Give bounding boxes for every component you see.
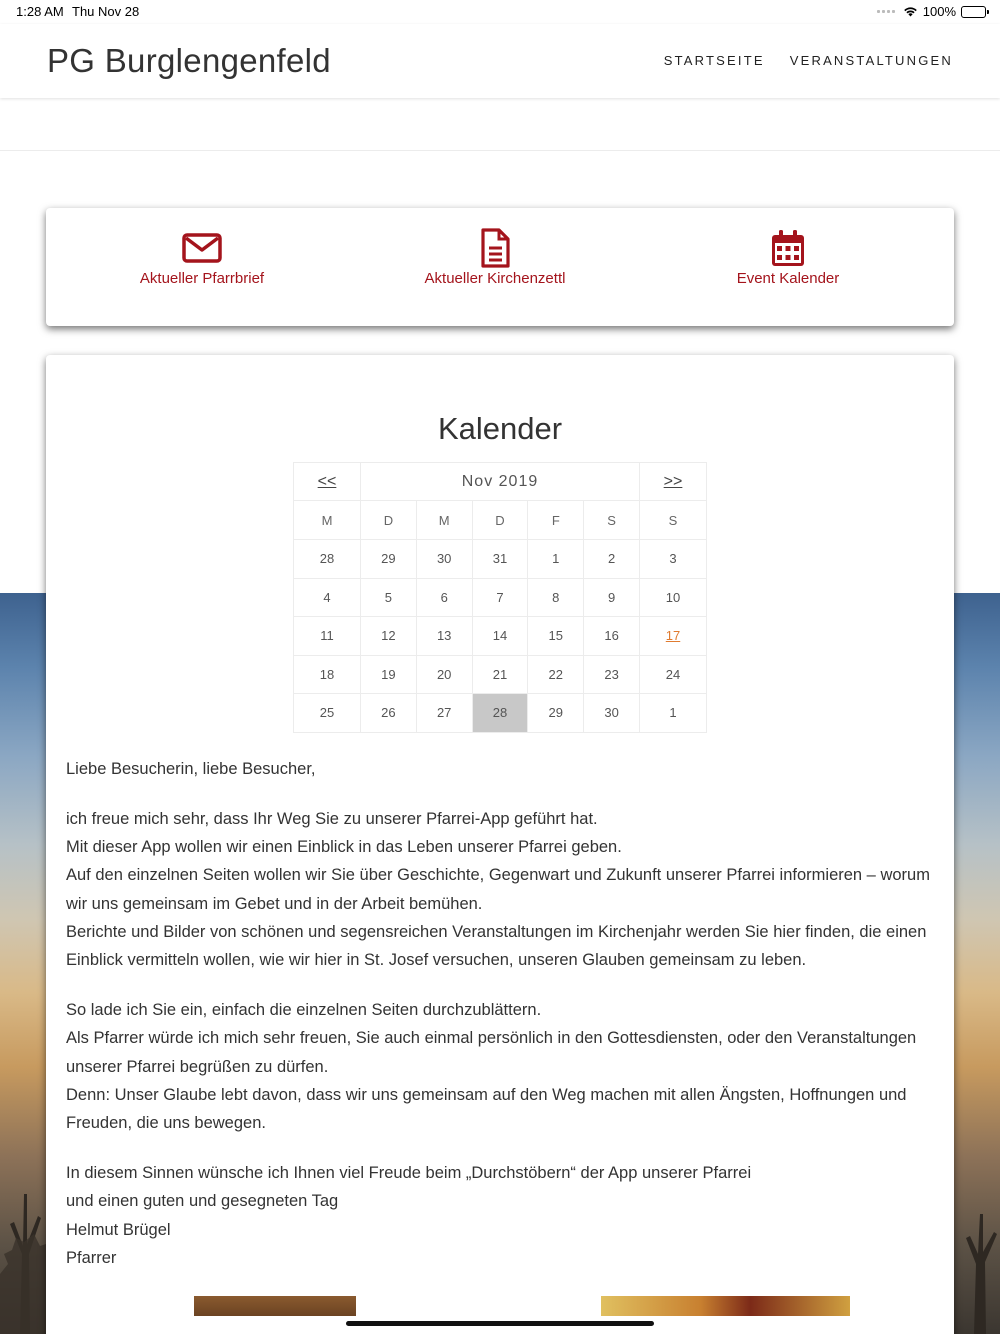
calendar-day: 27 bbox=[416, 694, 472, 733]
closing-paragraph bbox=[66, 1159, 936, 1272]
event-kalender-label: Event Kalender bbox=[736, 270, 840, 287]
calendar-icon bbox=[668, 228, 908, 268]
calendar-day: 8 bbox=[528, 578, 584, 617]
calendar-nav-row bbox=[294, 463, 707, 501]
text-line: und einen guten und gesegneten Tag bbox=[66, 1192, 339, 1211]
calendar-day: 30 bbox=[584, 694, 640, 733]
calendar-day: 18 bbox=[294, 655, 361, 694]
calendar-next-button[interactable]: >> bbox=[663, 472, 683, 490]
site-header bbox=[0, 24, 1000, 98]
status-indicators bbox=[877, 4, 986, 19]
event-kalender-link[interactable] bbox=[668, 228, 908, 287]
text-line: Mit dieser App wollen wir einen Einblick in das Leben unserer Pfarrei geben. bbox=[66, 838, 622, 857]
calendar-day: 15 bbox=[528, 617, 584, 656]
calendar-day: 30 bbox=[416, 540, 472, 579]
invitation-paragraph bbox=[66, 996, 936, 1137]
welcome-text bbox=[66, 755, 936, 1294]
calendar-day: 23 bbox=[584, 655, 640, 694]
calendar-week-row bbox=[294, 540, 707, 579]
intro-paragraph bbox=[66, 805, 936, 975]
home-indicator[interactable] bbox=[346, 1321, 654, 1326]
weekday-header-row bbox=[294, 501, 707, 540]
calendar-event-link[interactable]: 17 bbox=[665, 628, 681, 644]
calendar-day: 5 bbox=[361, 578, 417, 617]
calendar-week-row bbox=[294, 655, 707, 694]
calendar-day: 4 bbox=[294, 578, 361, 617]
envelope-icon bbox=[82, 228, 322, 268]
weekday-label: M bbox=[294, 501, 361, 540]
greeting-paragraph: Liebe Besucherin, liebe Besucher, bbox=[66, 760, 316, 778]
quick-links-card bbox=[46, 208, 954, 326]
pastor-photo bbox=[194, 1296, 356, 1316]
calendar-day: 29 bbox=[361, 540, 417, 579]
text-line: Denn: Unser Glaube lebt davon, dass wir uns gemeinsam auf den Weg machen mit allen Ängsten, Hoffnungen und Freuden, die uns bewegen. bbox=[66, 1085, 907, 1133]
calendar-day: 13 bbox=[416, 617, 472, 656]
site-brand[interactable]: PG Burglengenfeld bbox=[47, 42, 331, 79]
wifi-icon bbox=[903, 6, 918, 17]
weekday-label: S bbox=[640, 501, 707, 540]
calendar-day: 25 bbox=[294, 694, 361, 733]
cellular-signal-icon bbox=[877, 10, 895, 13]
church-photo bbox=[601, 1296, 850, 1316]
status-bar bbox=[0, 0, 1000, 24]
calendar-day: 20 bbox=[416, 655, 472, 694]
text-line: So lade ich Sie ein, einfach die einzelnen Seiten durchzublättern. bbox=[66, 1001, 542, 1020]
kirchenzettl-link[interactable] bbox=[375, 228, 615, 287]
calendar-day: 10 bbox=[640, 578, 707, 617]
text-line: Als Pfarrer würde ich mich sehr freuen, Sie auch einmal persönlich in den Gottesdiensten, oder den Veranstaltungen unserer Pfarrei begrüßen zu dürfen. bbox=[66, 1029, 917, 1076]
nav-startseite[interactable]: STARTSEITE bbox=[663, 53, 765, 68]
calendar-day: 22 bbox=[528, 655, 584, 694]
calendar-day-event bbox=[640, 617, 707, 656]
battery-percent: 100% bbox=[922, 4, 956, 19]
calendar-title: Kalender bbox=[437, 411, 563, 446]
text-line: Auf den einzelnen Seiten wollen wir Sie über Geschichte, Gegenwart und Zukunft unserer Pfarrei informieren – worum wir uns gemeinsam im Gebet und in der Arbeit bemühen. bbox=[66, 866, 930, 913]
calendar-day: 26 bbox=[361, 694, 417, 733]
calendar-day: 19 bbox=[361, 655, 417, 694]
calendar-day: 12 bbox=[361, 617, 417, 656]
calendar-day: 1 bbox=[640, 694, 707, 733]
weekday-label: F bbox=[528, 501, 584, 540]
calendar-day: 16 bbox=[584, 617, 640, 656]
calendar-day: 1 bbox=[528, 540, 584, 579]
weekday-label: S bbox=[584, 501, 640, 540]
calendar-week-row bbox=[294, 617, 707, 656]
main-content-card bbox=[46, 355, 954, 1334]
signature-name: Helmut Brügel bbox=[66, 1220, 171, 1239]
pfarrbrief-link[interactable] bbox=[82, 228, 322, 287]
month-calendar bbox=[293, 462, 707, 733]
calendar-day: 2 bbox=[584, 540, 640, 579]
nav-veranstaltungen[interactable]: VERANSTALTUNGEN bbox=[789, 53, 953, 68]
calendar-month-label: Nov 2019 bbox=[361, 463, 640, 501]
calendar-day: 11 bbox=[294, 617, 361, 656]
calendar-week-row bbox=[294, 694, 707, 733]
document-icon bbox=[375, 228, 615, 268]
calendar-day-today: 28 bbox=[472, 694, 528, 733]
header-spacer bbox=[0, 98, 1000, 151]
status-time: 1:28 AM bbox=[16, 4, 64, 19]
calendar-prev-cell bbox=[294, 463, 361, 501]
pfarrbrief-label: Aktueller Pfarrbrief bbox=[139, 270, 265, 287]
status-date: Thu Nov 28 bbox=[72, 4, 140, 19]
calendar-day: 21 bbox=[472, 655, 528, 694]
text-line: In diesem Sinnen wünsche ich Ihnen viel Freude beim „Durchstöbern“ der App unserer Pfarrei bbox=[66, 1164, 752, 1183]
calendar-day: 9 bbox=[584, 578, 640, 617]
kirchenzettl-label: Aktueller Kirchenzettl bbox=[424, 270, 566, 287]
signature-role: Pfarrer bbox=[66, 1248, 117, 1267]
calendar-day: 6 bbox=[416, 578, 472, 617]
weekday-label: M bbox=[416, 501, 472, 540]
calendar-day: 31 bbox=[472, 540, 528, 579]
tree-silhouette-right bbox=[954, 1154, 1000, 1334]
calendar-day: 14 bbox=[472, 617, 528, 656]
calendar-day: 3 bbox=[640, 540, 707, 579]
calendar-next-cell bbox=[640, 463, 707, 501]
weekday-label: D bbox=[472, 501, 528, 540]
battery-icon bbox=[961, 6, 986, 18]
main-nav bbox=[664, 53, 953, 68]
calendar-day: 29 bbox=[528, 694, 584, 733]
calendar-day: 28 bbox=[294, 540, 361, 579]
calendar-week-row bbox=[294, 578, 707, 617]
text-line: Berichte und Bilder von schönen und segensreichen Veranstaltungen im Kirchenjahr werden Sie hier finden, die einen Einblick vermitteln wollen, wie wir hier in St. Josef versuchen, unseren Glauben gemeinsam zu leben. bbox=[66, 922, 927, 970]
tree-silhouette-left bbox=[0, 1154, 46, 1334]
calendar-day: 24 bbox=[640, 655, 707, 694]
text-line: ich freue mich sehr, dass Ihr Weg Sie zu unserer Pfarrei-App geführt hat. bbox=[66, 809, 598, 828]
calendar-prev-button[interactable]: << bbox=[317, 472, 337, 490]
calendar-day: 7 bbox=[472, 578, 528, 617]
weekday-label: D bbox=[361, 501, 417, 540]
